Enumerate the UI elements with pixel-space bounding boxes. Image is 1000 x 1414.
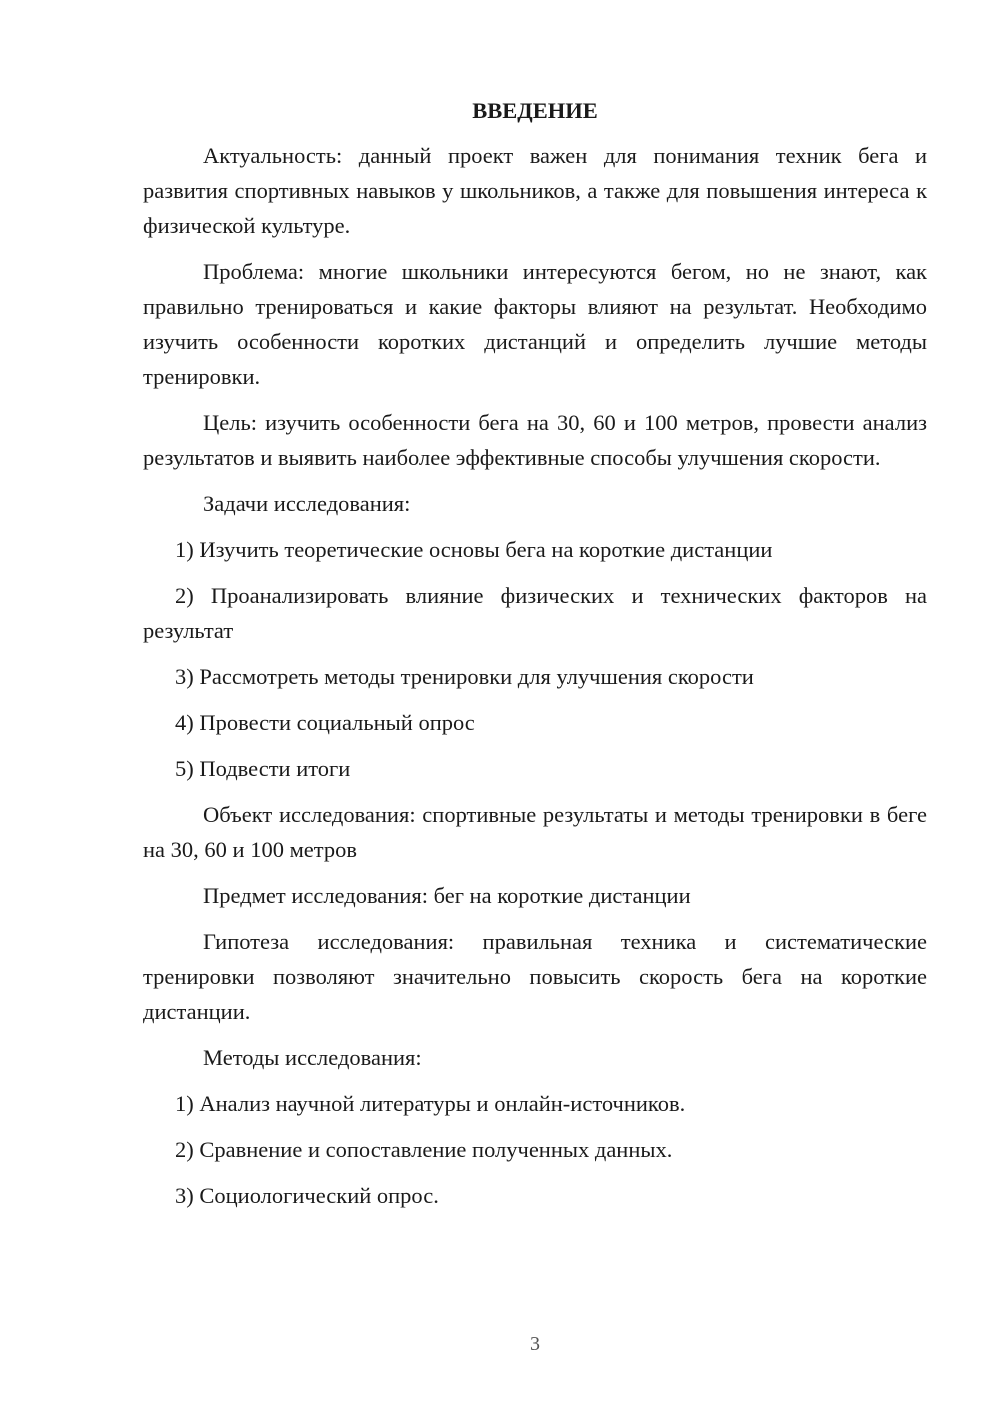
paragraph-object: Объект исследования: спортивные результаты и методы тренировки в беге на 30, 60 и 100 метров [143, 802, 927, 862]
list-item: 1) Изучить теоретические основы бега на короткие дистанции [175, 537, 773, 562]
list-item: 2) Сравнение и сопоставление полученных данных. [175, 1137, 673, 1162]
list-item: 1) Анализ научной литературы и онлайн-источников. [175, 1091, 686, 1116]
list-item: 3) Социологический опрос. [175, 1183, 439, 1208]
list-item: 3) Рассмотреть методы тренировки для улучшения скорости [175, 664, 754, 689]
paragraph-subject: Предмет исследования: бег на короткие дистанции [203, 883, 691, 908]
paragraph-problem: Проблема: многие школьники интересуются бегом, но не знают, как правильно тренироваться и какие факторы влияют на результат. Необходимо изучить особенности коротких дистанций и определить лучшие методы тренировки. [143, 259, 927, 389]
paragraph-hypothesis: Гипотеза исследования: правильная техника и систематические тренировки позволяют значительно повысить скорость бега на короткие дистанции. [143, 929, 927, 1024]
page-number: 3 [530, 1333, 540, 1355]
section-title: ВВЕДЕНИЕ [472, 98, 598, 123]
list-item: 5) Подвести итоги [175, 756, 351, 781]
paragraph-methods-heading: Методы исследования: [203, 1045, 422, 1070]
list-item: 4) Провести социальный опрос [175, 710, 475, 735]
page-content [143, 96, 927, 1224]
list-item: 2) Проанализировать влияние физических и технических факторов на результат [143, 583, 927, 643]
paragraph-tasks-heading: Задачи исследования: [203, 491, 411, 516]
paragraph-relevance: Актуальность: данный проект важен для понимания техник бега и развития спортивных навыков у школьников, а также для повышения интереса к физической культуре. [143, 143, 927, 238]
paragraph-goal: Цель: изучить особенности бега на 30, 60 и 100 метров, провести анализ результатов и выявить наиболее эффективные способы улучшения скорости. [143, 410, 927, 470]
